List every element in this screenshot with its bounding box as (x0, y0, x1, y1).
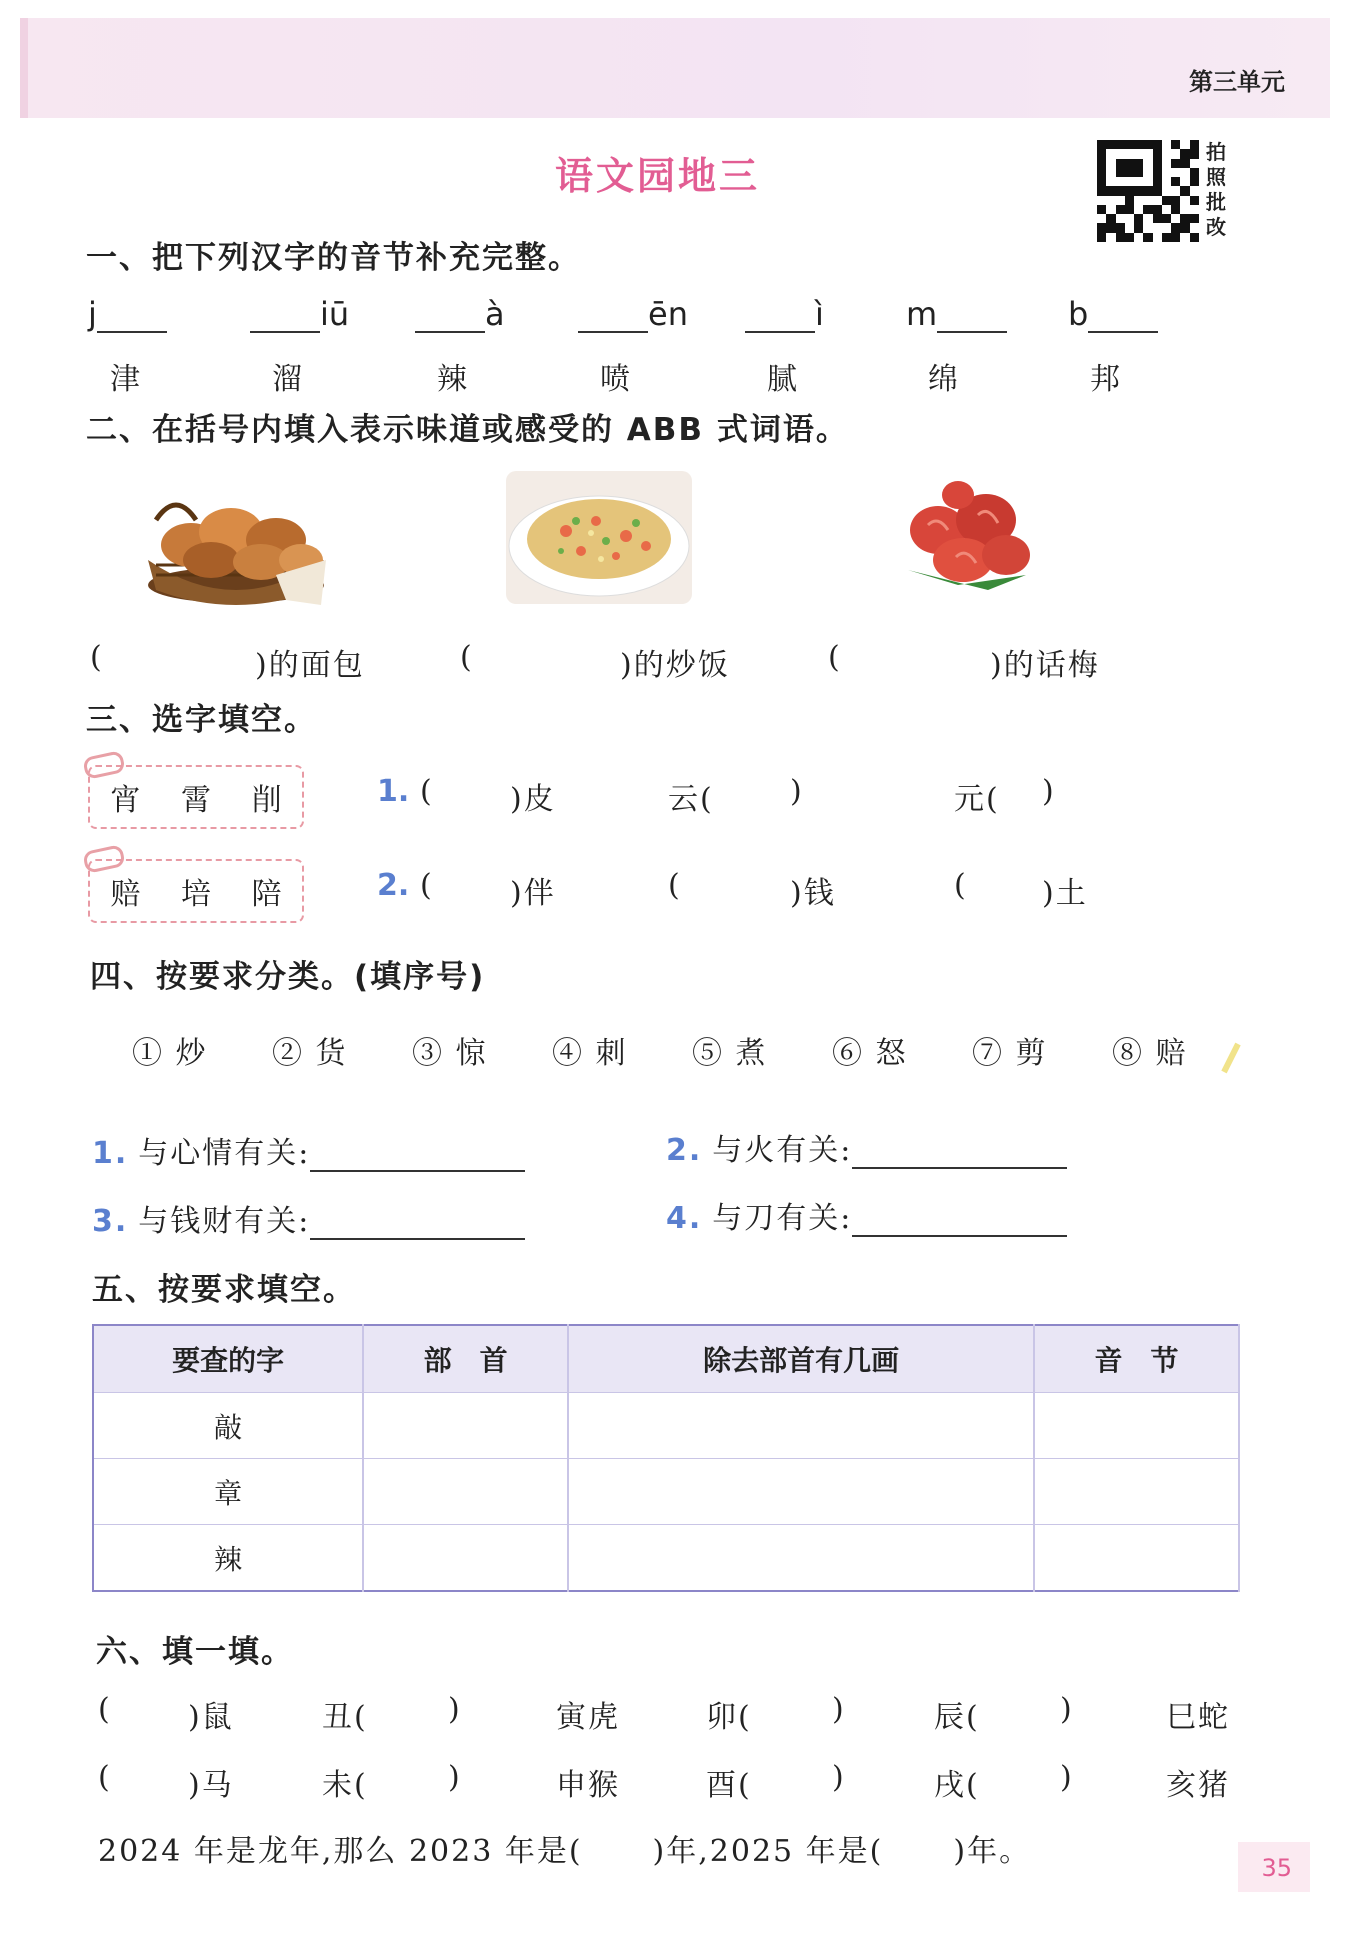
classify-option: ③ 惊 (412, 1036, 488, 1071)
section-5-heading: 五、按要求填空。 (92, 1272, 356, 1308)
pinyin-final: ēn (648, 295, 688, 333)
zodiac-item: 丑( (322, 1700, 368, 1735)
zodiac-year-question (98, 1826, 1031, 1870)
page-number: 35 (1261, 1854, 1292, 1882)
fill-close: )钱 (790, 876, 836, 911)
answer-line[interactable] (852, 1205, 1067, 1237)
header-band (20, 18, 1330, 118)
pinyin-item (578, 295, 688, 333)
pinyin-item (415, 295, 505, 333)
fill-blank[interactable] (994, 868, 1042, 902)
table-answer-cell[interactable] (1034, 1525, 1239, 1592)
fill-open: 云( (668, 782, 714, 817)
section-2-heading: 二、在括号内填入表示味道或感受的 ABB 式词语。 (86, 412, 849, 448)
fill-close: ) (1042, 774, 1056, 809)
pinyin-initial: b (1068, 295, 1089, 333)
classify-option: ① 炒 (132, 1036, 208, 1071)
dictionary-table (92, 1324, 1240, 1592)
abb-word-suffix: )的面包 (255, 648, 365, 683)
table-answer-cell[interactable] (363, 1393, 568, 1459)
year-question-part-1: 2024 年是龙年,那么 2023 年是( (98, 1834, 583, 1869)
table-answer-cell[interactable] (568, 1393, 1034, 1459)
question-number: 3. (92, 1204, 129, 1239)
year-question-part-2: )年,2025 年是( (652, 1834, 884, 1869)
pinyin-character: 溜 (272, 362, 302, 397)
question-number: 4. (666, 1201, 703, 1236)
table-column-header: 除去部首有几画 (568, 1325, 1034, 1393)
zodiac-item: 辰( (934, 1700, 980, 1735)
classify-option: ② 货 (272, 1036, 348, 1071)
section-4-heading: 四、按要求分类。(填序号) (90, 959, 486, 995)
pinyin-character: 腻 (767, 362, 797, 397)
character-choice-box (88, 765, 304, 829)
fill-close: )伴 (510, 876, 556, 911)
qr-code-icon[interactable] (1097, 140, 1199, 242)
fill-open: ( (420, 774, 434, 809)
pinyin-blank[interactable] (97, 301, 167, 333)
abb-answer-blank[interactable] (114, 640, 249, 674)
zodiac-suffix: ) (832, 1760, 846, 1795)
zodiac-suffix: ) (448, 1760, 462, 1795)
abb-word-suffix: )的话梅 (990, 648, 1100, 683)
question-text: 与火有关: (712, 1133, 853, 1168)
fill-open: ( (954, 868, 968, 903)
question-text: 与刀有关: (712, 1201, 853, 1236)
qr-label: 拍照批改 (1206, 140, 1226, 239)
zodiac-blank[interactable] (122, 1692, 182, 1726)
pinyin-item (1068, 295, 1158, 333)
table-row (93, 1525, 1239, 1592)
section-1-heading: 一、把下列汉字的音节补充完整。 (86, 240, 581, 276)
question-number: 2. (666, 1133, 703, 1168)
year-question-part-3: )年。 (953, 1834, 1032, 1869)
fill-blank[interactable] (994, 774, 1042, 808)
pencil-mark-icon (1220, 1040, 1242, 1076)
fill-blank[interactable] (460, 774, 510, 808)
abb-word-suffix: )的炒饭 (620, 648, 730, 683)
pinyin-blank[interactable] (250, 301, 320, 333)
pinyin-final: à (485, 295, 505, 333)
classify-question (92, 1196, 525, 1240)
lookup-character: 辣 (93, 1525, 363, 1592)
abb-answer-blank[interactable] (484, 640, 614, 674)
classify-question (666, 1193, 1067, 1237)
pinyin-character: 津 (110, 362, 140, 397)
abb-open-paren: ( (90, 640, 104, 675)
classify-option: ⑧ 赔 (1112, 1036, 1188, 1071)
table-row (93, 1459, 1239, 1525)
unit-label: 第三单元 (1189, 68, 1285, 96)
table-body (93, 1393, 1239, 1592)
zodiac-item: 亥猪 (1166, 1768, 1230, 1803)
zodiac-item: 未( (322, 1768, 368, 1803)
table-column-header: 部 首 (363, 1325, 568, 1393)
answer-line[interactable] (852, 1137, 1067, 1169)
pinyin-final: iū (320, 295, 350, 333)
choice-character: 培 (180, 877, 211, 912)
table-row (93, 1393, 1239, 1459)
classify-option: ⑤ 煮 (692, 1036, 768, 1071)
fill-close: )皮 (510, 782, 556, 817)
pinyin-blank[interactable] (1088, 301, 1158, 333)
table-answer-cell[interactable] (363, 1459, 568, 1525)
fill-open: 元( (954, 782, 1000, 817)
choice-character: 赔 (110, 877, 141, 912)
section-3-heading: 三、选字填空。 (86, 702, 317, 738)
question-number: 1. (377, 774, 410, 809)
zodiac-item: 戌( (934, 1768, 980, 1803)
fried-rice-image (506, 471, 692, 604)
zodiac-suffix: ) (448, 1692, 462, 1727)
plums-image (898, 475, 1036, 595)
zodiac-blank[interactable] (368, 1692, 428, 1726)
pinyin-blank[interactable] (578, 301, 648, 333)
pinyin-item (250, 295, 349, 333)
question-text: 与钱财有关: (138, 1204, 311, 1239)
abb-open-paren: ( (828, 640, 842, 675)
fill-open: ( (420, 868, 434, 903)
question-text: 与心情有关: (138, 1136, 311, 1171)
table-answer-cell[interactable] (1034, 1459, 1239, 1525)
header-rule (20, 18, 28, 118)
abb-open-paren: ( (460, 640, 474, 675)
pinyin-blank[interactable] (415, 301, 485, 333)
choice-character: 霄 (180, 783, 211, 818)
pinyin-initial: m (906, 295, 938, 333)
zodiac-suffix: ) (1060, 1692, 1074, 1727)
classify-question (92, 1128, 525, 1172)
zodiac-blank[interactable] (122, 1760, 182, 1794)
classify-option: ⑦ 剪 (972, 1036, 1048, 1071)
pinyin-blank[interactable] (745, 301, 815, 333)
fill-blank[interactable] (708, 774, 790, 808)
pinyin-blank[interactable] (937, 301, 1007, 333)
choice-character: 宵 (110, 783, 141, 818)
bread-basket-image (136, 480, 331, 610)
table-answer-cell[interactable] (363, 1525, 568, 1592)
choice-character: 陪 (251, 877, 282, 912)
zodiac-blank[interactable] (752, 1760, 812, 1794)
choice-character: 削 (251, 783, 282, 818)
question-number: 2. (377, 868, 410, 903)
fill-blank[interactable] (460, 868, 510, 902)
answer-line[interactable] (310, 1208, 525, 1240)
pinyin-character: 辣 (437, 362, 467, 397)
table-header-row (93, 1325, 1239, 1393)
classify-option: ④ 刺 (552, 1036, 628, 1071)
classify-question (666, 1125, 1067, 1169)
zodiac-suffix: )马 (188, 1768, 234, 1803)
zodiac-suffix: ) (832, 1692, 846, 1727)
pinyin-initial: j (88, 295, 97, 333)
lookup-character: 章 (93, 1459, 363, 1525)
zodiac-item: ( (98, 1760, 112, 1795)
zodiac-item: 卯( (706, 1700, 752, 1735)
fill-open: ( (668, 868, 682, 903)
table-answer-cell[interactable] (568, 1459, 1034, 1525)
table-answer-cell[interactable] (1034, 1393, 1239, 1459)
zodiac-blank[interactable] (980, 1760, 1040, 1794)
classify-option: ⑥ 怒 (832, 1036, 908, 1071)
abb-answer-blank[interactable] (852, 640, 984, 674)
zodiac-item: 酉( (706, 1768, 752, 1803)
zodiac-item: 巳蛇 (1166, 1700, 1230, 1735)
fill-blank[interactable] (708, 868, 790, 902)
pinyin-final: ì (815, 295, 824, 333)
pinyin-item (88, 295, 167, 333)
answer-line[interactable] (310, 1140, 525, 1172)
pinyin-item (906, 295, 1007, 333)
zodiac-item: 寅虎 (556, 1700, 620, 1735)
zodiac-item: 申猴 (556, 1768, 620, 1803)
table-answer-cell[interactable] (568, 1525, 1034, 1592)
pinyin-item (745, 295, 824, 333)
question-number: 1. (92, 1136, 129, 1171)
pinyin-character: 喷 (600, 362, 630, 397)
zodiac-suffix: ) (1060, 1760, 1074, 1795)
fill-close: )土 (1042, 876, 1088, 911)
zodiac-item: ( (98, 1692, 112, 1727)
pinyin-character: 邦 (1090, 362, 1120, 397)
zodiac-suffix: )鼠 (188, 1700, 234, 1735)
fill-close: ) (790, 774, 804, 809)
page-title: 语文园地三 (555, 154, 761, 198)
table-column-header: 要查的字 (93, 1325, 363, 1393)
pinyin-character: 绵 (928, 362, 958, 397)
section-6-heading: 六、填一填。 (96, 1634, 294, 1670)
zodiac-blank[interactable] (752, 1692, 812, 1726)
character-choice-box (88, 859, 304, 923)
table-column-header: 音 节 (1034, 1325, 1239, 1393)
lookup-character: 敲 (93, 1393, 363, 1459)
zodiac-blank[interactable] (980, 1692, 1040, 1726)
zodiac-blank[interactable] (368, 1760, 428, 1794)
